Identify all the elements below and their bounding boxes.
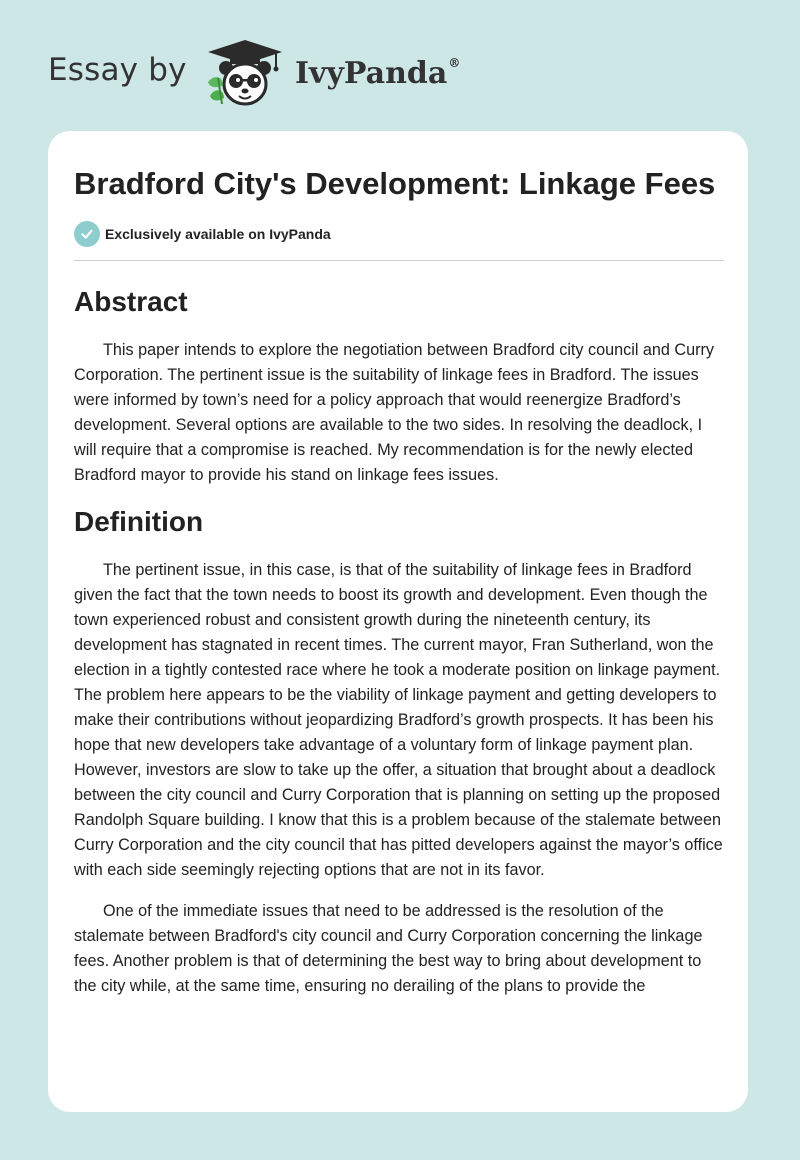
essay-by-label: Essay by [48,52,187,88]
definition-paragraph-1: The pertinent issue, in this case, is that of the suitability of linkage fees in Bradford given the fact that the town needs to boost its growth and development. Even though the town experienced robust and consistent growth during the nineteenth century, its development has stagnated in recent times. The current mayor, Fran Sutherland, won the election in a tightly contested race where he took a moderate position on linkage payment. The problem here appears to be the viability of linkage payment and getting developers to make their contributions without jeopardizing Bradford’s growth prospects. It has been his hope that new developers take advantage of a voluntary form of linkage payment plan. However, investors are slow to take up the offer, a situation that brought about a deadlock between the city council and Curry Corporation that is planning on setting up the proposed Randolph Square building. I know that this is a problem because of the stalemate between Curry Corporation and the city council that has pitted developers against the mayor’s office with each side seemingly rejecting options that are not in its favor. [74,561,723,879]
section-heading-abstract: Abstract [74,286,188,317]
essay-card [48,131,748,1112]
brand-name[interactable] [295,56,460,91]
essay-title: Bradford City's Development: Linkage Fees [74,166,716,201]
site-header [48,34,548,114]
exclusive-badge [74,221,724,247]
brand-text: IvyPanda [295,56,448,91]
check-circle-icon [74,221,100,247]
registered-mark: ® [448,56,461,70]
abstract-paragraph: This paper intends to explore the negotiation between Bradford city council and Curry Corporation. The pertinent issue is the suitability of linkage fees in Bradford. The issues were informed by town’s need for a policy approach that would reenergize Bradford’s development. Several options are available to the two sides. In resolving the deadlock, I will require that a compromise is reached. My recommendation is for the newly elected Bradford mayor to provide his stand on linkage fees issues. [74,341,714,484]
definition-paragraph-2: One of the immediate issues that need to be addressed is the resolution of the stalemate between Bradford's city council and Curry Corporation concerning the linkage fees. Another problem is that of determining the best way to bring about development to the city while, at the same time, ensuring no derailing of the plans to provide the [74,902,703,995]
exclusive-badge-label: Exclusively available on IvyPanda [105,226,331,242]
section-heading-definition: Definition [74,506,204,537]
essay-content [74,163,724,999]
title-divider [74,260,724,261]
panda-graduate-logo[interactable] [204,38,286,110]
